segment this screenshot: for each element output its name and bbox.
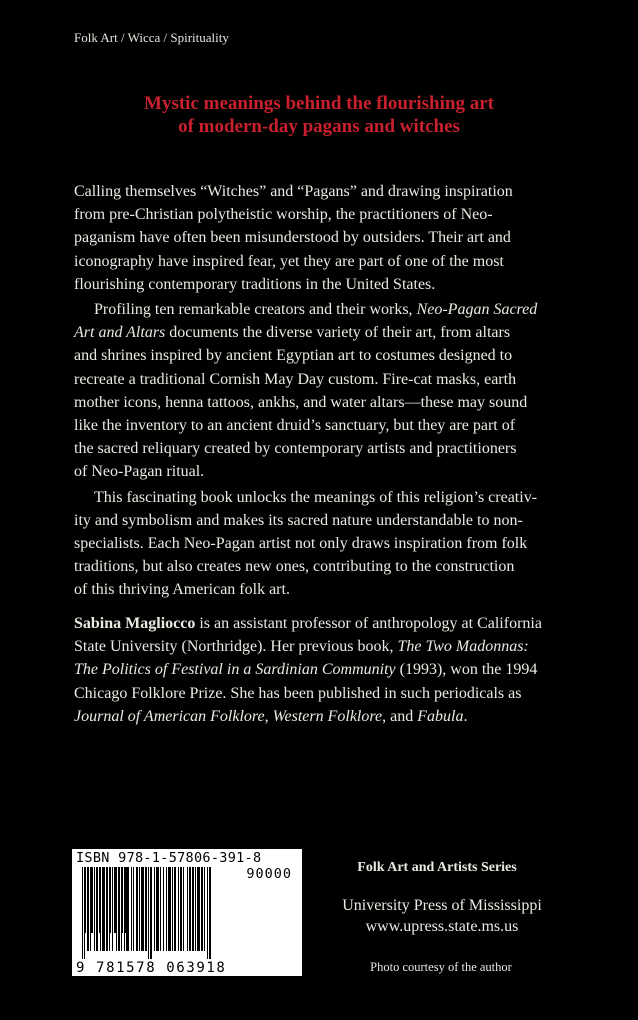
barcode-bar — [109, 867, 111, 933]
barcode-bar — [150, 867, 152, 959]
barcode-bar — [103, 867, 104, 933]
photo-credit: Photo courtesy of the author — [370, 960, 512, 974]
book-title: The Politics of Festival in a Sardinian Community — [74, 661, 396, 679]
text-line: iconography have inspired fear, yet they are part of one of the most — [74, 252, 504, 270]
text-line: Calling themselves “Witches” and “Pagans” and drawing inspiration — [74, 183, 513, 200]
text-line: of this thriving American folk art. — [74, 581, 290, 599]
text-run: , — [264, 707, 273, 725]
text-line: recreate a traditional Cornish May Day custom. Fire-cat masks, earth — [74, 370, 517, 388]
publisher-block — [312, 895, 572, 937]
barcode-bar — [97, 867, 98, 933]
barcode-bar — [166, 867, 167, 951]
barcode-digits: 9 781578 063918 — [76, 960, 227, 976]
description-paragraph-3 — [74, 486, 594, 602]
barcode-bar — [209, 867, 211, 959]
barcode-bar — [172, 867, 173, 951]
barcode-bar — [90, 867, 93, 933]
text-line: ity and symbolism and makes its sacred nature understandable to non- — [74, 511, 523, 529]
text-line: like the inventory to an ancient druid’s sanctuary, but they are part of — [74, 417, 516, 435]
barcode-bar — [187, 867, 188, 951]
publisher-name: University Press of Mississippi — [342, 897, 542, 914]
text-line — [74, 321, 594, 344]
text-run: . — [463, 707, 468, 725]
barcode-bar — [160, 867, 161, 951]
barcode-bar — [154, 867, 155, 951]
text-line: flourishing contemporary traditions in the United States. — [74, 275, 436, 293]
text-line: mother icons, henna tattoos, ankhs, and water altars—these may sound — [74, 393, 528, 411]
barcode-bar — [189, 867, 191, 951]
price-addon-bars — [82, 867, 144, 941]
book-title: The Two Madonnas: — [397, 638, 529, 656]
tagline — [0, 92, 638, 138]
text-run: State University (Northridge). Her previous book, — [74, 638, 398, 656]
text-line: traditions, but also creates new ones, contributing to the construction — [74, 558, 515, 576]
publisher-url: www.upress.state.ms.us — [365, 918, 519, 935]
text-line: and shrines inspired by ancient Egyptian art to costumes designed to — [74, 347, 513, 365]
barcode-bar — [82, 867, 83, 933]
author-bio — [74, 612, 594, 728]
text-line — [74, 658, 594, 681]
barcode-bar — [148, 867, 149, 959]
text-line: the sacred reliquary created by contemporary artists and practitioners — [74, 440, 517, 458]
price-code: 90000 — [246, 866, 292, 882]
barcode-bar — [94, 867, 95, 933]
barcode-bar — [178, 867, 179, 951]
barcode-bar — [174, 867, 176, 951]
tagline-line-1: Mystic meanings behind the flourishing art — [144, 93, 494, 114]
barcode-bar — [107, 867, 108, 933]
text-run: , and — [382, 707, 418, 725]
periodical-title: Journal of American Folklore — [74, 707, 265, 725]
book-title: Art and Altars — [74, 324, 166, 342]
isbn-text: ISBN 978-1-57806-391-8 — [76, 850, 262, 866]
author-name: Sabina Magliocco — [74, 615, 196, 632]
text-run: is an assistant professor of anthropology at California — [195, 615, 542, 632]
series-name: Folk Art and Artists Series — [357, 860, 517, 875]
barcode-bar — [145, 867, 147, 951]
book-title: Neo-Pagan Sacred — [416, 301, 538, 319]
barcode-bar — [122, 867, 123, 933]
text-run: (1993), won the 1994 — [395, 661, 538, 679]
barcode-bar — [114, 867, 116, 933]
barcode-bar — [180, 867, 182, 951]
description-paragraph-2 — [74, 298, 594, 484]
barcode-bar — [168, 867, 171, 951]
barcode-bar — [195, 867, 196, 951]
description-paragraph-1 — [74, 180, 594, 296]
barcode-bar — [124, 867, 126, 933]
isbn-barcode — [72, 849, 302, 976]
text-run: Profiling ten remarkable creators and their works, — [94, 301, 417, 319]
text-line: specialists. Each Neo-Pagan artist not only draws inspiration from folk — [74, 535, 528, 553]
barcode-bar — [207, 867, 208, 959]
barcode-bar — [118, 867, 119, 933]
text-run: documents the diverse variety of their art, from altars — [165, 324, 511, 342]
text-line — [74, 705, 594, 728]
barcode-bar — [201, 867, 203, 951]
text-line: from pre-Christian polytheistic worship, the practitioners of Neo- — [74, 206, 493, 224]
text-line — [74, 612, 594, 635]
barcode-bar — [99, 867, 101, 933]
periodical-title: Fabula — [417, 707, 464, 725]
book-description — [74, 180, 594, 602]
tagline-line-2: of modern-day pagans and witches — [178, 116, 460, 137]
category-line: Folk Art / Wicca / Spirituality — [74, 30, 229, 45]
periodical-title: Western Folklore — [272, 707, 383, 725]
barcode-bar — [204, 867, 205, 951]
text-line: This fascinating book unlocks the meanings of this religion’s creativ- — [94, 488, 538, 506]
text-line: of Neo-Pagan ritual. — [74, 463, 205, 481]
barcode-bar — [197, 867, 200, 951]
barcode-bar — [84, 867, 86, 933]
barcode-bar — [156, 867, 159, 951]
barcode-bar — [88, 867, 89, 933]
barcode-bar — [112, 867, 113, 933]
barcode-bar — [192, 867, 194, 951]
barcode-bar — [163, 867, 164, 951]
text-line: paganism have often been misunderstood by outsiders. Their art and — [74, 229, 511, 247]
barcode-bar — [183, 867, 184, 951]
text-line — [74, 298, 594, 321]
text-line — [74, 635, 594, 658]
text-line: Chicago Folklore Prize. She has been published in such periodicals as — [74, 684, 522, 702]
